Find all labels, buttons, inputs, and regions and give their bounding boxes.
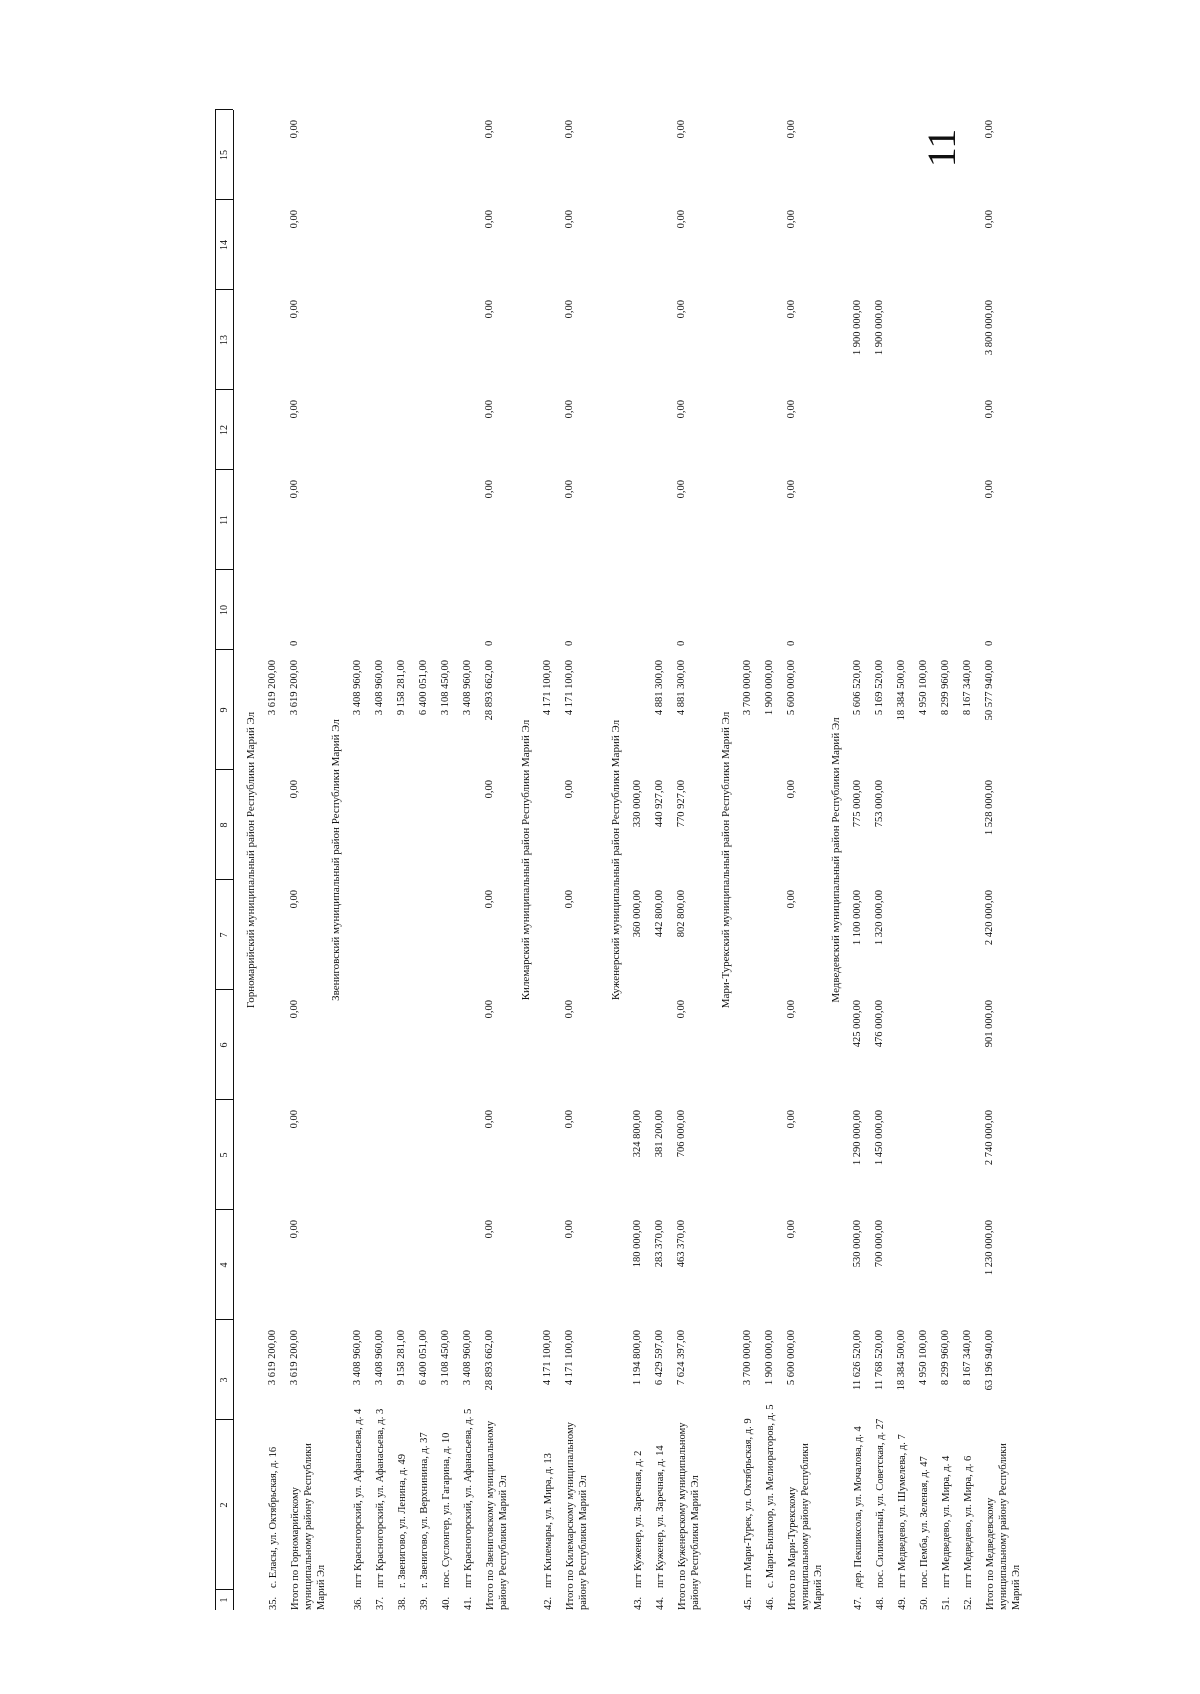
- total-value: 0,00: [289, 400, 300, 419]
- cell-value: 8 299 960,00: [940, 1330, 951, 1386]
- total-value: 0,00: [484, 890, 495, 909]
- total-label: Итого по Медведевскому муниципальному району Республики Марий Эл: [985, 1443, 1022, 1610]
- total-value: 0,00: [484, 1110, 495, 1129]
- row-number: 35.: [268, 1596, 279, 1610]
- column-header-15: 15: [219, 150, 230, 160]
- total-value: 0,00: [786, 890, 797, 909]
- cell-value: 1 900 000,00: [874, 300, 885, 356]
- cell-value: 440 927,00: [654, 780, 665, 828]
- row-number: 39.: [419, 1596, 430, 1610]
- row-address: пгт Медведево, ул. Мира, д. 4: [941, 1455, 952, 1588]
- row-number: 40.: [441, 1596, 452, 1610]
- cell-value: 8 167 340,00: [962, 1330, 973, 1386]
- cell-value: 6 400 051,00: [418, 1330, 429, 1386]
- row-number: 42.: [543, 1596, 554, 1610]
- total-value: 901 000,00: [984, 1000, 995, 1048]
- total-value: 0: [984, 640, 995, 646]
- section-title: Медведевский муниципальный район Республики Марий Эл: [830, 717, 842, 1003]
- section-title: Звениговский муниципальный район Республики Марий Эл: [330, 719, 342, 1001]
- cell-value: 700 000,00: [874, 1220, 885, 1268]
- row-number: 50.: [919, 1596, 930, 1610]
- total-value: 0,00: [676, 300, 687, 319]
- row-number: 47.: [853, 1596, 864, 1610]
- cell-value: 3 108 450,00: [440, 660, 451, 716]
- cell-value: 4 950 100,00: [918, 660, 929, 716]
- cell-value: 283 370,00: [654, 1220, 665, 1268]
- cell-value: 6 429 597,00: [654, 1330, 665, 1386]
- cell-value: 3 408 960,00: [374, 1330, 385, 1386]
- row-number: 51.: [941, 1596, 952, 1610]
- total-value: 0,00: [484, 120, 495, 139]
- total-value: 0,00: [289, 1000, 300, 1019]
- column-header-3: 3: [219, 1377, 230, 1383]
- row-number: 41.: [463, 1596, 474, 1610]
- total-value: 3 800 000,00: [984, 300, 995, 356]
- total-value: 0,00: [786, 210, 797, 229]
- total-value: 3 619 200,00: [289, 660, 300, 716]
- total-value: 4 171 100,00: [564, 1330, 575, 1386]
- row-address: пгт Куженер, ул. Заречная, д. 2: [633, 1450, 644, 1588]
- cell-value: 425 000,00: [852, 1000, 863, 1048]
- cell-value: 18 384 500,00: [896, 660, 907, 721]
- cell-value: 8 167 340,00: [962, 660, 973, 716]
- total-value: 0,00: [484, 210, 495, 229]
- total-value: 0,00: [676, 400, 687, 419]
- total-value: 0,00: [564, 400, 575, 419]
- cell-value: 381 200,00: [654, 1110, 665, 1158]
- total-value: 0,00: [786, 1110, 797, 1129]
- row-number: 46.: [765, 1596, 776, 1610]
- total-value: 0,00: [289, 1110, 300, 1129]
- total-label: Итого по Горномарийскому муниципальному району Республики Марий Эл: [290, 1443, 327, 1610]
- cell-value: 530 000,00: [852, 1220, 863, 1268]
- row-address: пгт Медведево, ул. Шумелева, д. 7: [897, 1434, 908, 1588]
- row-address: пос. Суслонгер, ул. Гагарина, д. 10: [441, 1432, 452, 1588]
- cell-value: 18 384 500,00: [896, 1330, 907, 1391]
- total-value: 0,00: [676, 1000, 687, 1019]
- column-header-14: 14: [219, 240, 230, 250]
- section-title: Куженерский муниципальный район Республики Марий Эл: [610, 719, 622, 1001]
- cell-value: 3 619 200,00: [267, 1330, 278, 1386]
- total-value: 50 577 940,00: [984, 660, 995, 721]
- cell-value: 3 619 200,00: [267, 660, 278, 716]
- row-number: 48.: [875, 1596, 886, 1610]
- row-address: дер. Пекшиксола, ул. Мочалова, д. 4: [853, 1426, 864, 1588]
- row-address: пос. Пемба, ул. Зеленая, д. 47: [919, 1456, 930, 1588]
- cell-value: 9 158 281,00: [396, 660, 407, 716]
- total-value: 0,00: [676, 210, 687, 229]
- column-header-2: 2: [219, 1502, 230, 1508]
- cell-value: 1 450 000,00: [874, 1110, 885, 1166]
- cell-value: 753 000,00: [874, 780, 885, 828]
- column-header-11: 11: [219, 515, 230, 525]
- cell-value: 1 194 800,00: [632, 1330, 643, 1386]
- rotated-table: [215, 110, 1022, 1610]
- row-number: 38.: [397, 1596, 408, 1610]
- cell-value: 5 169 520,00: [874, 660, 885, 716]
- total-value: 4 881 300,00: [676, 660, 687, 716]
- total-value: 0,00: [564, 300, 575, 319]
- total-value: 4 171 100,00: [564, 660, 575, 716]
- total-value: 0,00: [786, 400, 797, 419]
- total-value: 0,00: [786, 1000, 797, 1019]
- total-value: 7 624 397,00: [676, 1330, 687, 1386]
- total-value: 0,00: [786, 480, 797, 499]
- column-header-12: 12: [219, 425, 230, 435]
- total-value: 63 196 940,00: [984, 1330, 995, 1391]
- total-value: 0,00: [786, 120, 797, 139]
- row-address: пгт Медведево, ул. Мира, д. 6: [963, 1455, 974, 1588]
- total-value: 0,00: [786, 1220, 797, 1239]
- total-value: 706 000,00: [676, 1110, 687, 1158]
- total-value: 0,00: [984, 210, 995, 229]
- cell-value: 3 408 960,00: [352, 660, 363, 716]
- cell-value: 3 108 450,00: [440, 1330, 451, 1386]
- total-value: 0,00: [984, 400, 995, 419]
- column-separator: [215, 109, 233, 110]
- row-address: г. Звенигово, ул. Верхнинина, д. 37: [419, 1432, 430, 1588]
- row-address: г. Звенигово, ул. Ленина, д. 49: [397, 1454, 408, 1588]
- total-value: 0,00: [484, 300, 495, 319]
- cell-value: 3 408 960,00: [462, 1330, 473, 1386]
- total-value: 2 740 000,00: [984, 1110, 995, 1166]
- total-value: 2 420 000,00: [984, 890, 995, 946]
- total-value: 0,00: [289, 480, 300, 499]
- total-value: 0,00: [564, 1220, 575, 1239]
- total-value: 0,00: [484, 780, 495, 799]
- total-label: Итого по Килемарскому муниципальному району Республики Марий Эл: [565, 1422, 589, 1610]
- total-value: 802 800,00: [676, 890, 687, 938]
- cell-value: 1 290 000,00: [852, 1110, 863, 1166]
- total-value: 0,00: [484, 1000, 495, 1019]
- total-value: 28 893 662,00: [484, 1330, 495, 1391]
- row-address: пгт Килемары, ул. Мира, д. 13: [543, 1453, 554, 1588]
- row-number: 37.: [375, 1596, 386, 1610]
- cell-value: 5 606 520,00: [852, 660, 863, 716]
- total-label: Итого по Мари-Турекскому муниципальному району Республики Марий Эл: [787, 1443, 824, 1610]
- cell-value: 1 100 000,00: [852, 890, 863, 946]
- row-number: 36.: [353, 1596, 364, 1610]
- cell-value: 1 900 000,00: [764, 660, 775, 716]
- total-label: Итого по Куженерскому муниципальному району Республики Марий Эл: [677, 1422, 701, 1610]
- total-value: 28 893 662,00: [484, 660, 495, 721]
- cell-value: 324 800,00: [632, 1110, 643, 1158]
- cell-value: 1 900 000,00: [852, 300, 863, 356]
- cell-value: 3 408 960,00: [462, 660, 473, 716]
- row-number: 45.: [743, 1596, 754, 1610]
- row-address: пос. Силикатный, ул. Советская, д. 27: [875, 1418, 886, 1588]
- total-label: Итого по Звениговскому муниципальному району Республики Марий Эл: [485, 1420, 509, 1610]
- row-address: пгт Красногорский, ул. Афанасьева, д. 5: [463, 1408, 474, 1588]
- column-header-5: 5: [219, 1152, 230, 1158]
- total-value: 0,00: [289, 890, 300, 909]
- column-header-13: 13: [219, 335, 230, 345]
- total-value: 0,00: [484, 400, 495, 419]
- cell-value: 1 900 000,00: [764, 1330, 775, 1386]
- total-value: 0,00: [564, 780, 575, 799]
- total-value: 0,00: [564, 210, 575, 229]
- total-value: 0,00: [984, 120, 995, 139]
- cell-value: 11 626 520,00: [852, 1330, 863, 1390]
- cell-value: 3 408 960,00: [374, 660, 385, 716]
- column-header-9: 9: [219, 707, 230, 713]
- cell-value: 180 000,00: [632, 1220, 643, 1268]
- cell-value: 3 700 000,00: [742, 1330, 753, 1386]
- total-value: 5 600 000,00: [786, 660, 797, 716]
- total-value: 0,00: [564, 890, 575, 909]
- total-value: 0: [484, 640, 495, 646]
- cell-value: 3 408 960,00: [352, 1330, 363, 1386]
- total-value: 0,00: [786, 300, 797, 319]
- cell-value: 3 700 000,00: [742, 660, 753, 716]
- cell-value: 11 768 520,00: [874, 1330, 885, 1390]
- cell-value: 4 171 100,00: [542, 660, 553, 716]
- cell-value: 1 320 000,00: [874, 890, 885, 946]
- section-title: Горномарийский муниципальный район Республики Марий Эл: [245, 711, 257, 1009]
- total-value: 3 619 200,00: [289, 1330, 300, 1386]
- row-number: 44.: [655, 1596, 666, 1610]
- total-value: 770 927,00: [676, 780, 687, 828]
- row-address: пгт Красногорский, ул. Афанасьева, д. 4: [353, 1408, 364, 1588]
- total-value: 0,00: [564, 120, 575, 139]
- section-title: Мари-Турекский муниципальный район Республики Марий Эл: [720, 711, 732, 1009]
- cell-value: 6 400 051,00: [418, 660, 429, 716]
- row-number: 49.: [897, 1596, 908, 1610]
- row-address: с. Мари-Билямор, ул. Мелиораторов, д. 5: [765, 1404, 776, 1588]
- total-value: 0,00: [564, 480, 575, 499]
- cell-value: 476 000,00: [874, 1000, 885, 1048]
- row-number: 43.: [633, 1596, 644, 1610]
- cell-value: 9 158 281,00: [396, 1330, 407, 1386]
- total-value: 0,00: [484, 480, 495, 499]
- header-bottom-border: [233, 110, 234, 1610]
- cell-value: 8 299 960,00: [940, 660, 951, 716]
- page-number: 11: [919, 128, 964, 168]
- total-value: 0,00: [289, 780, 300, 799]
- column-header-1: 1: [219, 1597, 230, 1603]
- total-value: 0,00: [289, 120, 300, 139]
- total-value: 0,00: [289, 1220, 300, 1239]
- total-value: 463 370,00: [676, 1220, 687, 1268]
- column-header-8: 8: [219, 822, 230, 828]
- total-value: 0,00: [484, 1220, 495, 1239]
- total-value: 1 230 000,00: [984, 1220, 995, 1276]
- table-top-border: [215, 110, 216, 1610]
- row-number: 52.: [963, 1596, 974, 1610]
- column-header-6: 6: [219, 1042, 230, 1048]
- total-value: 0,00: [676, 480, 687, 499]
- total-value: 0: [564, 640, 575, 646]
- row-address: пгт Куженер, ул. Заречная, д. 14: [655, 1445, 666, 1588]
- cell-value: 360 000,00: [632, 890, 643, 938]
- row-address: с. Еласы, ул. Октябрьская, д. 16: [268, 1446, 279, 1588]
- total-value: 0,00: [564, 1000, 575, 1019]
- cell-value: 775 000,00: [852, 780, 863, 828]
- column-header-4: 4: [219, 1262, 230, 1268]
- total-value: 0: [676, 640, 687, 646]
- total-value: 0,00: [564, 1110, 575, 1129]
- total-value: 5 600 000,00: [786, 1330, 797, 1386]
- total-value: 0: [786, 640, 797, 646]
- total-value: 0: [289, 640, 300, 646]
- column-header-7: 7: [219, 932, 230, 938]
- total-value: 0,00: [984, 480, 995, 499]
- cell-value: 4 950 100,00: [918, 1330, 929, 1386]
- total-value: 0,00: [289, 300, 300, 319]
- row-address: пгт Мари-Турек, ул. Октябрьская, д. 9: [743, 1418, 754, 1588]
- total-value: 0,00: [676, 120, 687, 139]
- column-header-10: 10: [219, 605, 230, 615]
- cell-value: 330 000,00: [632, 780, 643, 828]
- total-value: 0,00: [786, 780, 797, 799]
- total-value: 0,00: [289, 210, 300, 229]
- section-title: Килемарский муниципальный район Республики Марий Эл: [520, 719, 532, 1001]
- total-value: 1 528 000,00: [984, 780, 995, 836]
- row-address: пгт Красногорский, ул. Афанасьева, д. 3: [375, 1408, 386, 1588]
- cell-value: 442 800,00: [654, 890, 665, 938]
- cell-value: 4 171 100,00: [542, 1330, 553, 1386]
- cell-value: 4 881 300,00: [654, 660, 665, 716]
